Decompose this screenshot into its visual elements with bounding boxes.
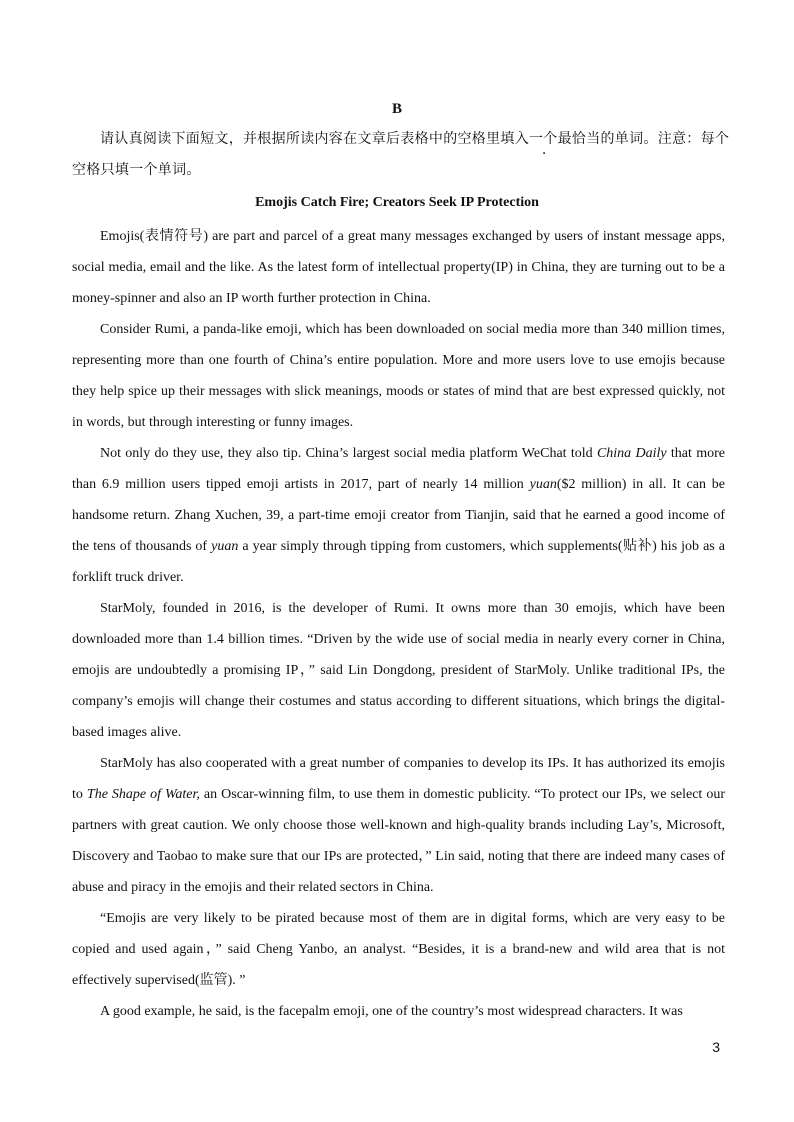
article-body — [72, 221, 725, 1027]
film-title: The Shape of Water, — [86, 787, 200, 802]
instructions-text-2: 最恰当的单词。注意：每个 — [557, 131, 730, 147]
article-title: Emojis Catch Fire; Creators Seek IP Protection — [255, 195, 539, 210]
instructions-line-1 — [100, 124, 729, 155]
paragraph-5 — [72, 748, 725, 903]
paragraph-2: Consider Rumi, a panda-like emoji, which has been downloaded on social media more than 340 million times, representing more than one fourth of China’s entire population. More and more users love to use emojis because they help spice up their messages with slick meanings, moods or states of mind that are best expressed quickly, not in words, but through interesting or funny images. — [72, 322, 725, 430]
paragraph-5-text-a: StarMoly has also cooperated with a great number of companies to develop its IPs. It has authorized its emojis to — [72, 756, 725, 802]
instructions-text-1: 请认真阅读下面短文，并根据所读内容在文章后表格中的空格里填入 — [100, 131, 529, 147]
paragraph-3-text-c: ($2 million) in all. It can be handsome return. Zhang Xuchen, 39, a part-time emoji creator from Tianjin, said that he earned a good income of the tens of thousands of — [72, 477, 725, 554]
paragraph-1: Emojis(表情符号) are part and parcel of a great many messages exchanged by users of instant message apps, social media, email and the like. As the latest form of intellectual property(IP) in China, they are turning out to be a money-spinner and also an IP worth further protection in China. — [72, 229, 725, 306]
paragraph-5-text-b: an Oscar-winning film, to use them in domestic publicity. “To protect our IPs, we select our partners with great caution. We only choose those well-known and high-quality brands including Lay’s, Microsoft, Discovery and Taobao to make sure that our IPs are protected，” Lin said, noting that there are indeed many cases of abuse and piracy in the emojis and their related sectors in China. — [72, 787, 725, 895]
newspaper-name: China Daily — [596, 446, 667, 461]
paragraph-3-text-a: Not only do they use, they also tip. China’s largest social media platform WeChat told — [100, 446, 597, 461]
paragraph-7: A good example, he said, is the facepalm emoji, one of the country’s most widespread characters. It was — [100, 1004, 683, 1019]
paragraph-3 — [72, 438, 725, 593]
section-letter: B — [391, 101, 402, 117]
paragraph-3-text-b: that more than 6.9 million users tipped emoji artists in 2017, part of nearly 14 million — [72, 446, 725, 492]
page-number: 3 — [712, 1039, 720, 1055]
currency-yuan: yuan — [211, 539, 239, 554]
paragraph-3-text-d: a year simply through tipping from customers, which supplements(贴补) his job as a forklift truck driver. — [72, 539, 725, 585]
currency-yuan: yuan — [529, 477, 557, 492]
paragraph-4: StarMoly, founded in 2016, is the developer of Rumi. It owns more than 30 emojis, which have been downloaded more than 1.4 billion times. “Driven by the wide use of social media in nearly every corner in China, emojis are undoubtedly a promising IP，” said Lin Dongdong, president of StarMoly. Unlike traditional IPs, the company’s emojis will change their costumes and status according to different situations, which brings the digital-based images alive. — [72, 601, 725, 740]
emphasis-dotted-text: 一个 — [529, 131, 558, 147]
instructions-line-2: 空格只填一个单词。 — [72, 162, 201, 178]
paragraph-6: “Emojis are very likely to be pirated because most of them are in digital forms, which are very easy to be copied and used again，” said Cheng Yanbo, an analyst. “Besides, it is a brand-new and wild area that is not effectively supervised(监管). ” — [72, 911, 725, 988]
